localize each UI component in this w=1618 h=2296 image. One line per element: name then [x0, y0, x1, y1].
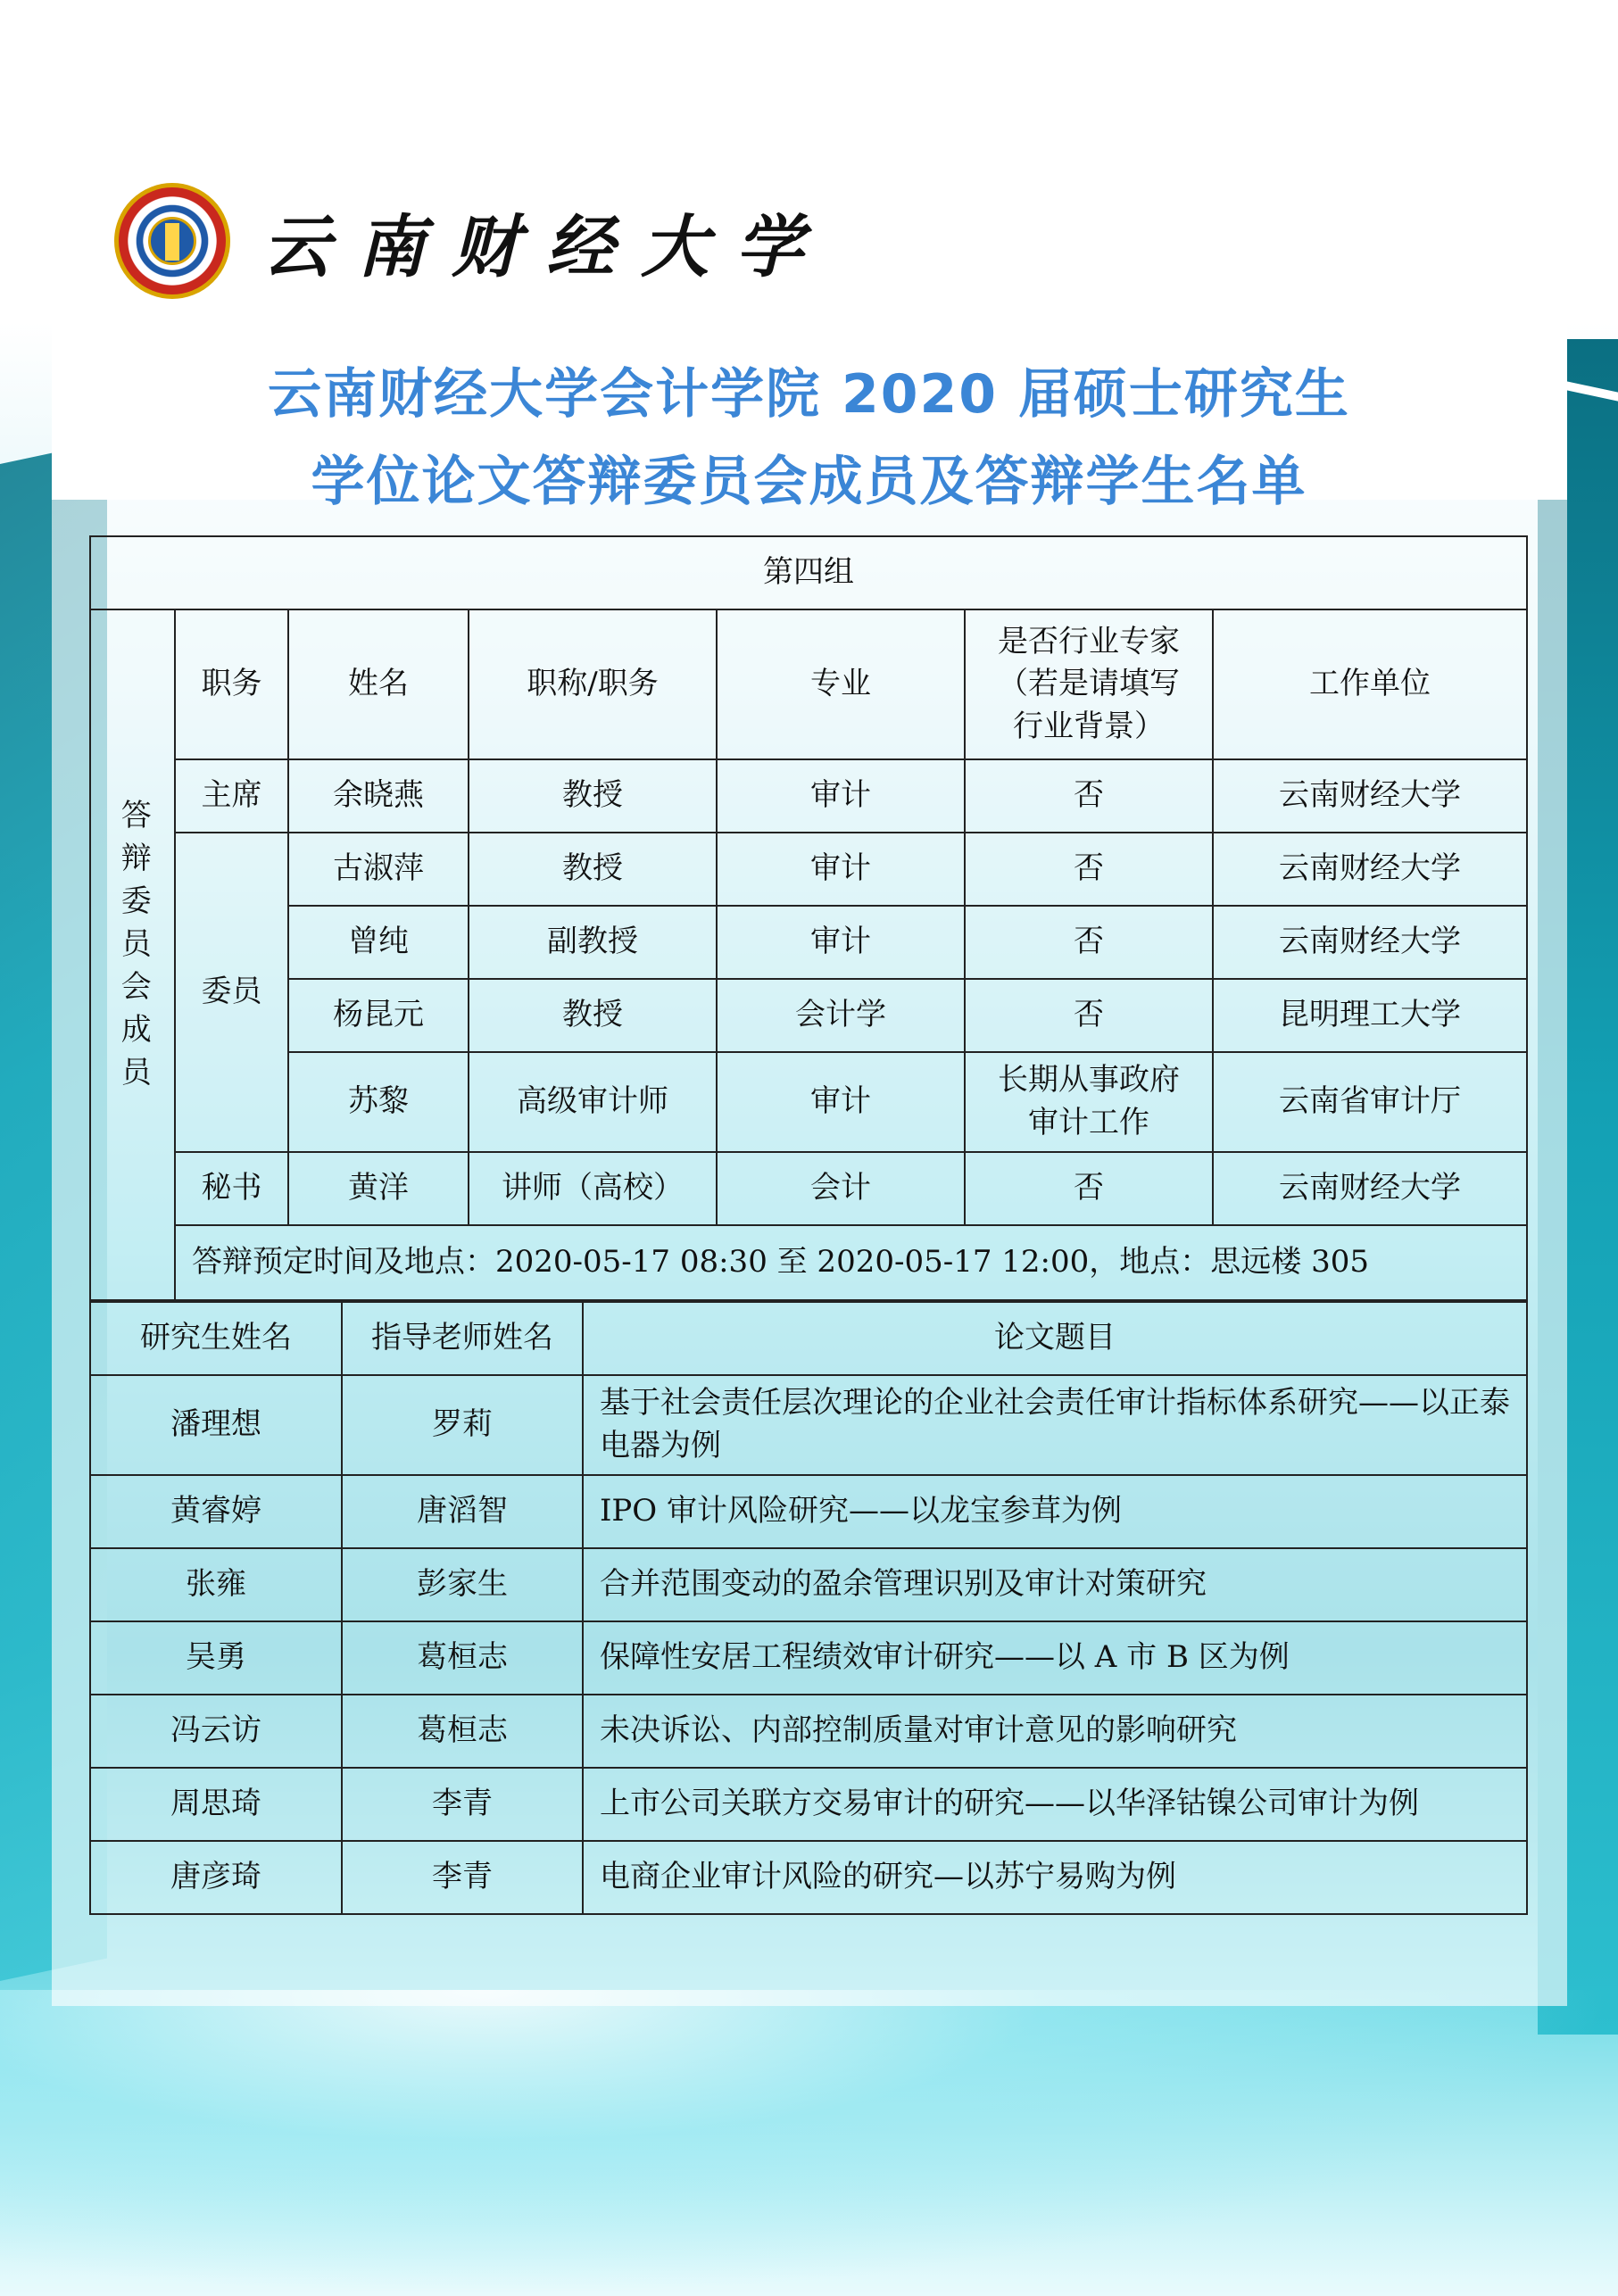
cell-expert: 否 — [965, 906, 1213, 979]
cell-expert: 否 — [965, 759, 1213, 833]
cell-title: 教授 — [469, 833, 717, 906]
defense-schedule: 答辩预定时间及地点：2020-05-17 08:30 至 2020-05-17 12:00，地点：思远楼 305 — [175, 1225, 1527, 1300]
header-role: 职务 — [175, 609, 288, 759]
table-row — [90, 833, 1527, 906]
cell-thesis: 基于社会责任层次理论的企业社会责任审计指标体系研究——以正泰电器为例 — [583, 1375, 1527, 1475]
seal-tower-icon — [165, 223, 179, 261]
cell-role-member: 委员 — [175, 833, 288, 1152]
cell-thesis: 合并范围变动的盈余管理识别及审计对策研究 — [583, 1548, 1527, 1621]
cell-expert: 否 — [965, 979, 1213, 1052]
cell-title: 教授 — [469, 759, 717, 833]
cell-student: 张雍 — [90, 1548, 342, 1621]
cell-expert-line2: 审计工作 — [1028, 1105, 1149, 1140]
cell-title: 副教授 — [469, 906, 717, 979]
cell-major: 审计 — [717, 1052, 965, 1152]
cell-title: 讲师（高校） — [469, 1152, 717, 1225]
header-expert — [965, 609, 1213, 759]
table-row — [90, 1375, 1527, 1475]
cell-unit: 云南财经大学 — [1213, 1152, 1527, 1225]
table-row — [90, 1152, 1527, 1225]
background-bottom-wave — [0, 1990, 1618, 2296]
cell-title: 高级审计师 — [469, 1052, 717, 1152]
table-row — [90, 906, 1527, 979]
cell-advisor: 彭家生 — [342, 1548, 583, 1621]
page-title-line1: 云南财经大学会计学院 2020 届硕士研究生 — [268, 363, 1350, 426]
table-row — [90, 1052, 1527, 1152]
header-major: 专业 — [717, 609, 965, 759]
cell-student: 周思琦 — [90, 1768, 342, 1841]
cell-advisor: 李青 — [342, 1841, 583, 1914]
cell-name: 苏黎 — [288, 1052, 469, 1152]
cell-student: 潘理想 — [90, 1375, 342, 1475]
cell-unit: 云南财经大学 — [1213, 759, 1527, 833]
header-expert-line3: 行业背景） — [1013, 708, 1165, 744]
cell-advisor: 罗莉 — [342, 1375, 583, 1475]
cell-thesis: IPO 审计风险研究——以龙宝参茸为例 — [583, 1475, 1527, 1548]
header-title: 职称/职务 — [469, 609, 717, 759]
university-logo — [114, 183, 830, 299]
university-name-calligraphy: 云南财经大学 — [262, 206, 830, 286]
cell-major: 审计 — [717, 906, 965, 979]
page-title-line2: 学位论文答辩委员会成员及答辩学生名单 — [311, 451, 1307, 513]
cell-advisor: 葛桓志 — [342, 1695, 583, 1768]
cell-major: 会计学 — [717, 979, 965, 1052]
table-row — [90, 1841, 1527, 1914]
cell-role: 主席 — [175, 759, 288, 833]
cell-expert: 否 — [965, 833, 1213, 906]
cell-student: 吴勇 — [90, 1621, 342, 1695]
cell-name: 古淑萍 — [288, 833, 469, 906]
table-row — [90, 1695, 1527, 1768]
cell-major: 审计 — [717, 759, 965, 833]
table-row — [90, 759, 1527, 833]
cell-name: 黄洋 — [288, 1152, 469, 1225]
header-unit: 工作单位 — [1213, 609, 1527, 759]
cell-expert: 否 — [965, 1152, 1213, 1225]
cell-name: 余晓燕 — [288, 759, 469, 833]
group-row — [90, 536, 1527, 609]
table-row — [90, 979, 1527, 1052]
header-advisor: 指导老师姓名 — [342, 1302, 583, 1375]
group-label: 第四组 — [90, 536, 1527, 609]
students-header-row — [90, 1302, 1527, 1375]
cell-name: 曾纯 — [288, 906, 469, 979]
cell-thesis: 上市公司关联方交易审计的研究——以华泽钴镍公司审计为例 — [583, 1768, 1527, 1841]
table-row — [90, 1475, 1527, 1548]
cell-major: 审计 — [717, 833, 965, 906]
cell-expert-line1: 长期从事政府 — [998, 1062, 1180, 1098]
cell-unit: 云南财经大学 — [1213, 833, 1527, 906]
cell-thesis: 电商企业审计风险的研究—以苏宁易购为例 — [583, 1841, 1527, 1914]
committee-table — [89, 535, 1528, 1301]
cell-unit: 云南财经大学 — [1213, 906, 1527, 979]
cell-title: 教授 — [469, 979, 717, 1052]
cell-advisor: 葛桓志 — [342, 1621, 583, 1695]
cell-student: 唐彦琦 — [90, 1841, 342, 1914]
table-row — [90, 1621, 1527, 1695]
cell-name: 杨昆元 — [288, 979, 469, 1052]
table-row — [90, 1548, 1527, 1621]
cell-unit: 云南省审计厅 — [1213, 1052, 1527, 1152]
committee-side-label — [90, 609, 175, 1300]
cell-role: 秘书 — [175, 1152, 288, 1225]
university-seal-icon — [114, 183, 230, 299]
cell-unit: 昆明理工大学 — [1213, 979, 1527, 1052]
committee-header-row — [90, 609, 1527, 759]
cell-student: 冯云访 — [90, 1695, 342, 1768]
committee-side-label-text: 答辩委员会成员 — [115, 799, 152, 1099]
cell-advisor: 唐滔智 — [342, 1475, 583, 1548]
table-row — [90, 1768, 1527, 1841]
cell-student: 黄睿婷 — [90, 1475, 342, 1548]
header-thesis: 论文题目 — [583, 1302, 1527, 1375]
cell-thesis: 保障性安居工程绩效审计研究——以 A 市 B 区为例 — [583, 1621, 1527, 1695]
cell-advisor: 李青 — [342, 1768, 583, 1841]
cell-thesis: 未决诉讼、内部控制质量对审计意见的影响研究 — [583, 1695, 1527, 1768]
header-name: 姓名 — [288, 609, 469, 759]
header-expert-line1: 是否行业专家 — [998, 623, 1180, 659]
cell-expert — [965, 1052, 1213, 1152]
header-student: 研究生姓名 — [90, 1302, 342, 1375]
schedule-row — [90, 1225, 1527, 1300]
students-table — [89, 1301, 1528, 1915]
cell-major: 会计 — [717, 1152, 965, 1225]
header-expert-line2: （若是请填写 — [998, 666, 1180, 702]
